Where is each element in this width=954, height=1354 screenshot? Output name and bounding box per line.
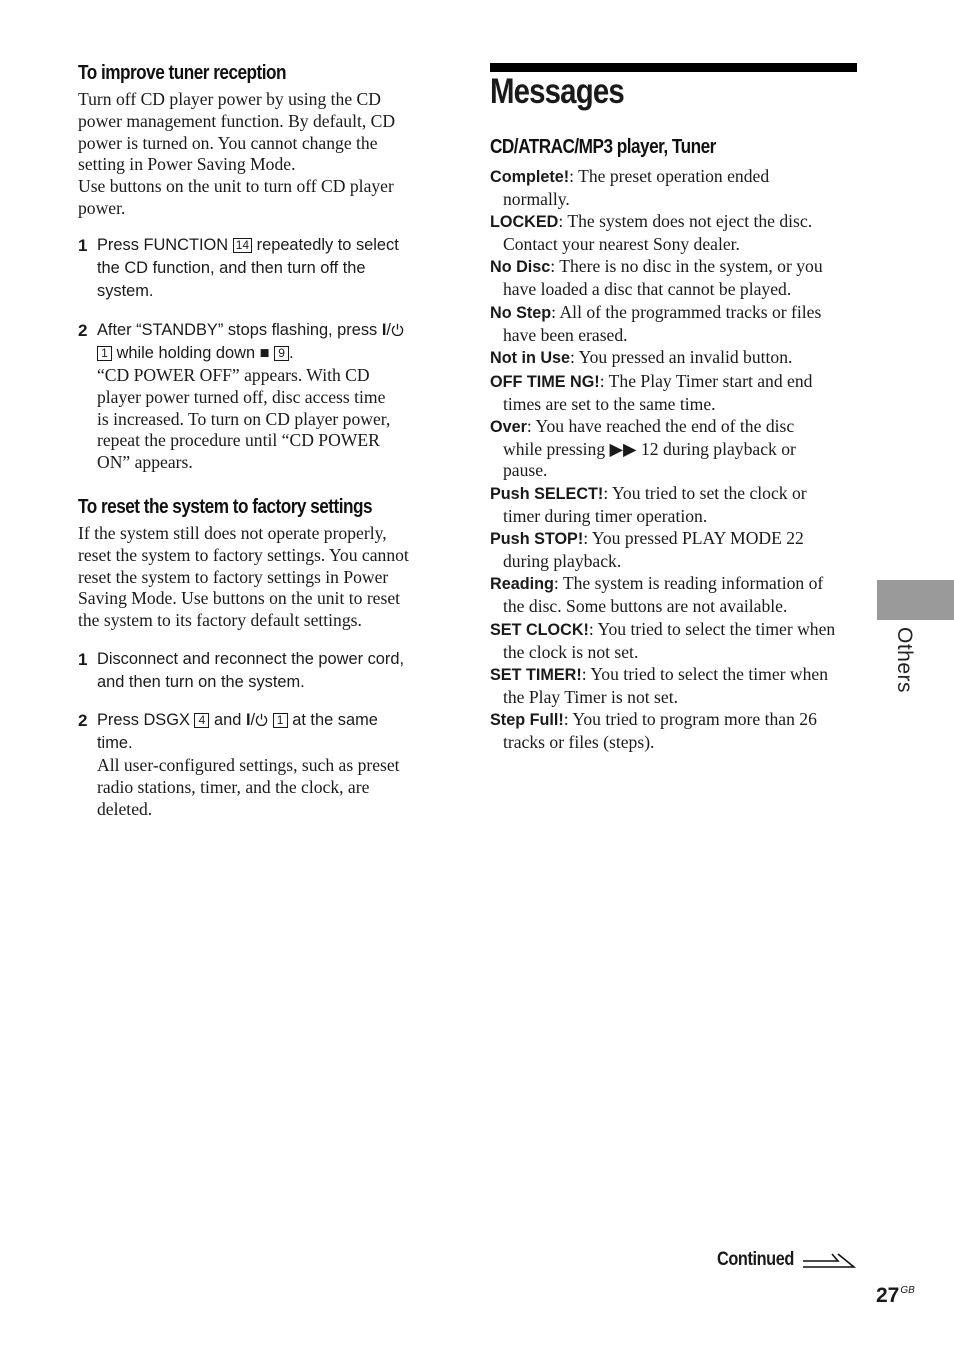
reset-line: If the system still does not operate properly, [78, 523, 387, 543]
tuner-step-2 [78, 319, 440, 474]
page-title: Messages [490, 72, 624, 111]
step-instruction: Press DSGX 4 and I/ 1 at the same time. [97, 711, 378, 752]
continued-label: Continued [717, 1249, 794, 1270]
reset-line: reset the system to factory settings. You cannot [78, 544, 409, 565]
power-i-glyph: I [245, 711, 251, 729]
section-tab [877, 580, 954, 620]
continued-arrow-icon [802, 1253, 856, 1273]
tuner-line: power management function. By default, CD [78, 110, 396, 131]
reset-step-1 [78, 648, 440, 694]
tuner-paragraph [78, 89, 440, 220]
message-item: No Disc: There is no disc in the system, or you have loaded a disc that cannot be played. [490, 256, 823, 299]
tuner-heading: To improve tuner reception [78, 62, 286, 84]
message-item: Over: You have reached the end of the disc while pressing ▶▶ 12 during playback or pause. [490, 416, 796, 481]
step-note: “CD POWER OFF” appears. With CD player power turned off, disc access time is increased. To turn on CD player power, repeat the procedure until “CD POWER ON” appears. [97, 365, 391, 473]
message-item: SET CLOCK!: You tried to select the timer when the clock is not set. [490, 619, 836, 662]
power-icon [255, 713, 268, 726]
reset-heading: To reset the system to factory settings [78, 496, 373, 518]
power-key-icon: 1 [97, 346, 112, 361]
step-instruction: Disconnect and reconnect the power cord, and then turn on the system. [97, 650, 405, 691]
power-key-icon: 1 [273, 713, 288, 728]
step-instruction: Press FUNCTION 14 repeatedly to select the CD function, and then turn off the system. [97, 236, 399, 300]
message-item: Push STOP!: You pressed PLAY MODE 22 during playback. [490, 528, 804, 571]
step-number: 2 [78, 711, 88, 730]
reset-paragraph [78, 523, 440, 632]
tuner-step-1 [78, 234, 440, 303]
message-item: No Step: All of the programmed tracks or files have been erased. [490, 302, 822, 345]
page-suffix: GB [900, 1285, 915, 1296]
reset-line: Saving Mode. Use buttons on the unit to reset [78, 588, 401, 609]
step-instruction: After “STANDBY” stops flashing, press I/ 1 while holding down ■ 9 . [97, 319, 440, 365]
message-item: Step Full!: You tried to program more than 26 tracks or files (steps). [490, 709, 817, 752]
power-icon [391, 323, 404, 336]
tuner-line: setting in Power Saving Mode. [78, 154, 296, 175]
reset-line: reset the system to factory settings in Power [78, 566, 389, 587]
reset-line: the system to its factory default settings. [78, 610, 362, 631]
message-item: Push SELECT!: You tried to set the clock or timer during timer operation. [490, 483, 807, 526]
stop-icon: ■ [259, 344, 270, 362]
step-number: 1 [78, 650, 88, 669]
tuner-line: Use buttons on the unit to turn off CD player [78, 176, 394, 197]
dsgx-key-icon: 4 [194, 713, 209, 728]
step-note: All user-configured settings, such as preset radio stations, timer, and the clock, are deleted. [97, 755, 400, 819]
message-item: LOCKED: The system does not eject the disc. Contact your nearest Sony dealer. [490, 211, 813, 254]
tuner-line: power. [78, 197, 126, 218]
power-i-glyph: I [381, 321, 387, 339]
message-item: SET TIMER!: You tried to select the timer when the Play Timer is not set. [490, 664, 829, 707]
step-number: 2 [78, 321, 88, 340]
function-key-icon: 14 [233, 238, 252, 253]
section-rule [490, 63, 857, 72]
stop-key-icon: 9 [274, 346, 289, 361]
messages-subheading: CD/ATRAC/MP3 player, Tuner [490, 136, 716, 158]
message-item: Complete!: The preset operation ended normally. [490, 166, 770, 209]
step-number: 1 [78, 236, 88, 255]
message-item: OFF TIME NG!: The Play Timer start and end times are set to the same time. [490, 371, 813, 414]
section-label: Others [893, 626, 916, 694]
tuner-line: Turn off CD player power by using the CD [78, 89, 381, 109]
message-item: Not in Use: You pressed an invalid button. [490, 347, 793, 367]
message-item: Reading: The system is reading information of the disc. Some buttons are not available. [490, 573, 824, 616]
reset-step-2 [78, 709, 440, 820]
page-number: $27^{GB}$ [876, 1284, 915, 1307]
tuner-line: power is turned on. You cannot change the [78, 132, 378, 153]
